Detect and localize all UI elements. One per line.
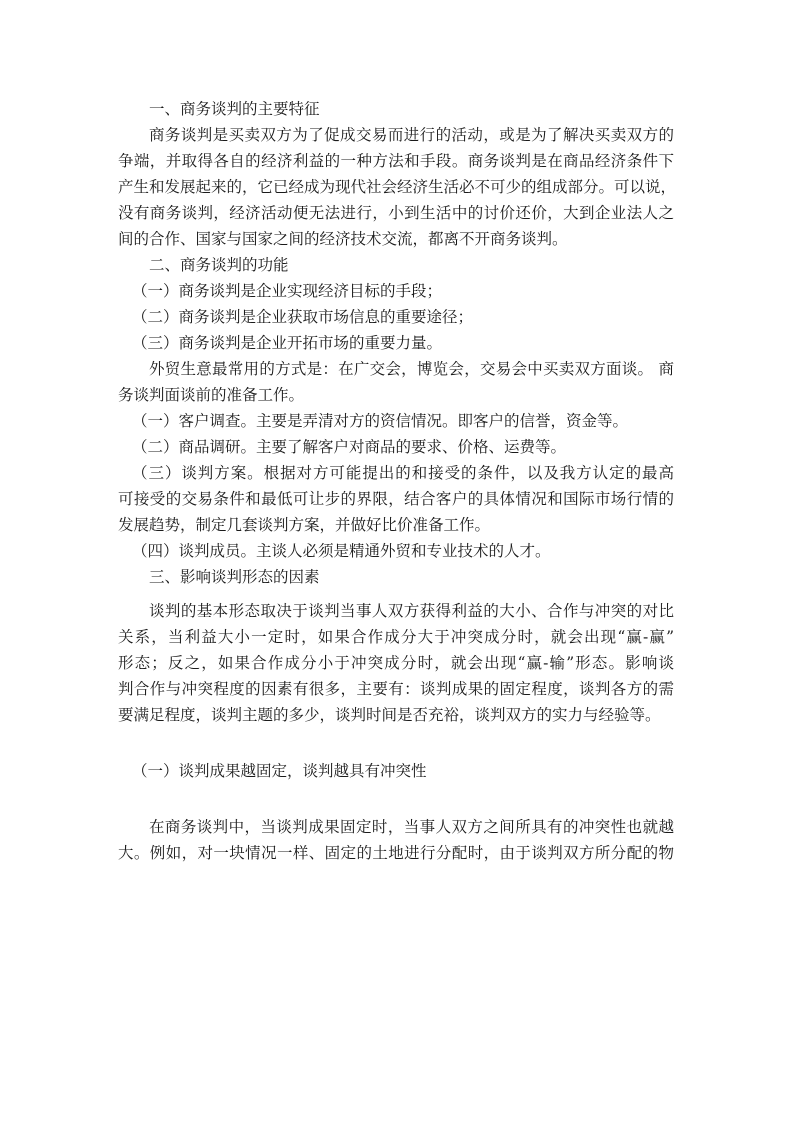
list-item: （一）客户调查。主要是弄清对方的资信情况。即客户的信誉，资金等。	[132, 412, 629, 430]
paragraph-line: 在商务谈判中，当谈判成果固定时，当事人双方之间所具有的冲突性也就越	[149, 818, 674, 836]
paragraph-line: 关系，当利益大小一定时，如果合作成分大于冲突成分时，就会出现“赢-赢”	[118, 628, 674, 646]
section-heading-1: 一、商务谈判的主要特征	[149, 100, 320, 118]
paragraph-line: 形态；反之，如果合作成分小于冲突成分时，就会出现“赢-输”形态。影响谈	[118, 654, 674, 672]
paragraph-line: 产生和发展起来的，它已经成为现代社会经济生活必不可少的组成部分。可以说，	[118, 178, 677, 196]
paragraph-line: 商务谈判是买卖双方为了促成交易而进行的活动，或是为了解决买卖双方的	[149, 126, 674, 144]
paragraph-line: 要满足程度，谈判主题的多少，谈判时间是否充裕，谈判双方的实力与经验等。	[118, 706, 661, 724]
list-item: （二）商务谈判是企业获取市场信息的重要途径；	[132, 308, 474, 326]
section-heading-2: 二、商务谈判的功能	[149, 256, 289, 274]
paragraph-line: 争端，并取得各自的经济利益的一种方法和手段。商务谈判是在商品经济条件下	[118, 152, 674, 170]
paragraph-line: 谈判的基本形态取决于谈判当事人双方获得利益的大小、合作与冲突的对比	[149, 602, 674, 620]
paragraph-line: 没有商务谈判，经济活动便无法进行，小到生活中的讨价还价，大到企业法人之	[118, 204, 674, 222]
paragraph-line: 间的合作、国家与国家之间的经济技术交流，都离不开商务谈判。	[118, 230, 568, 248]
paragraph-line: 判合作与冲突程度的因素有很多，主要有：谈判成果的固定程度，谈判各方的需	[118, 680, 674, 698]
list-item: （四）谈判成员。主谈人必须是精通外贸和专业技术的人才。	[132, 542, 551, 560]
list-item: （二）商品调研。主要了解客户对商品的要求、价格、运费等。	[132, 438, 567, 456]
subsection-heading: （一）谈判成果越固定，谈判越具有冲突性	[132, 762, 427, 780]
document-page	[118, 96, 677, 866]
paragraph-line: 发展趋势，制定几套谈判方案，并做好比价准备工作。	[118, 516, 491, 534]
paragraph-line: 外贸生意最常用的方式是：在广交会，博览会，交易会中买卖双方面谈。 商	[149, 360, 674, 378]
list-item: （三）商务谈判是企业开拓市场的重要力量。	[132, 334, 443, 352]
paragraph-line: 大。例如，对一块情况一样、固定的土地进行分配时，由于谈判双方所分配的物	[118, 844, 674, 862]
list-item: （三）谈判方案。根据对方可能提出的和接受的条件，以及我方认定的最高	[132, 464, 674, 482]
section-heading-3: 三、影响谈判形态的因素	[149, 568, 320, 586]
paragraph-line: 务谈判面谈前的准备工作。	[118, 386, 305, 404]
list-item: （一）商务谈判是企业实现经济目标的手段；	[132, 282, 443, 300]
paragraph-line: 可接受的交易条件和最低可让步的界限，结合客户的具体情况和国际市场行情的	[118, 490, 674, 508]
